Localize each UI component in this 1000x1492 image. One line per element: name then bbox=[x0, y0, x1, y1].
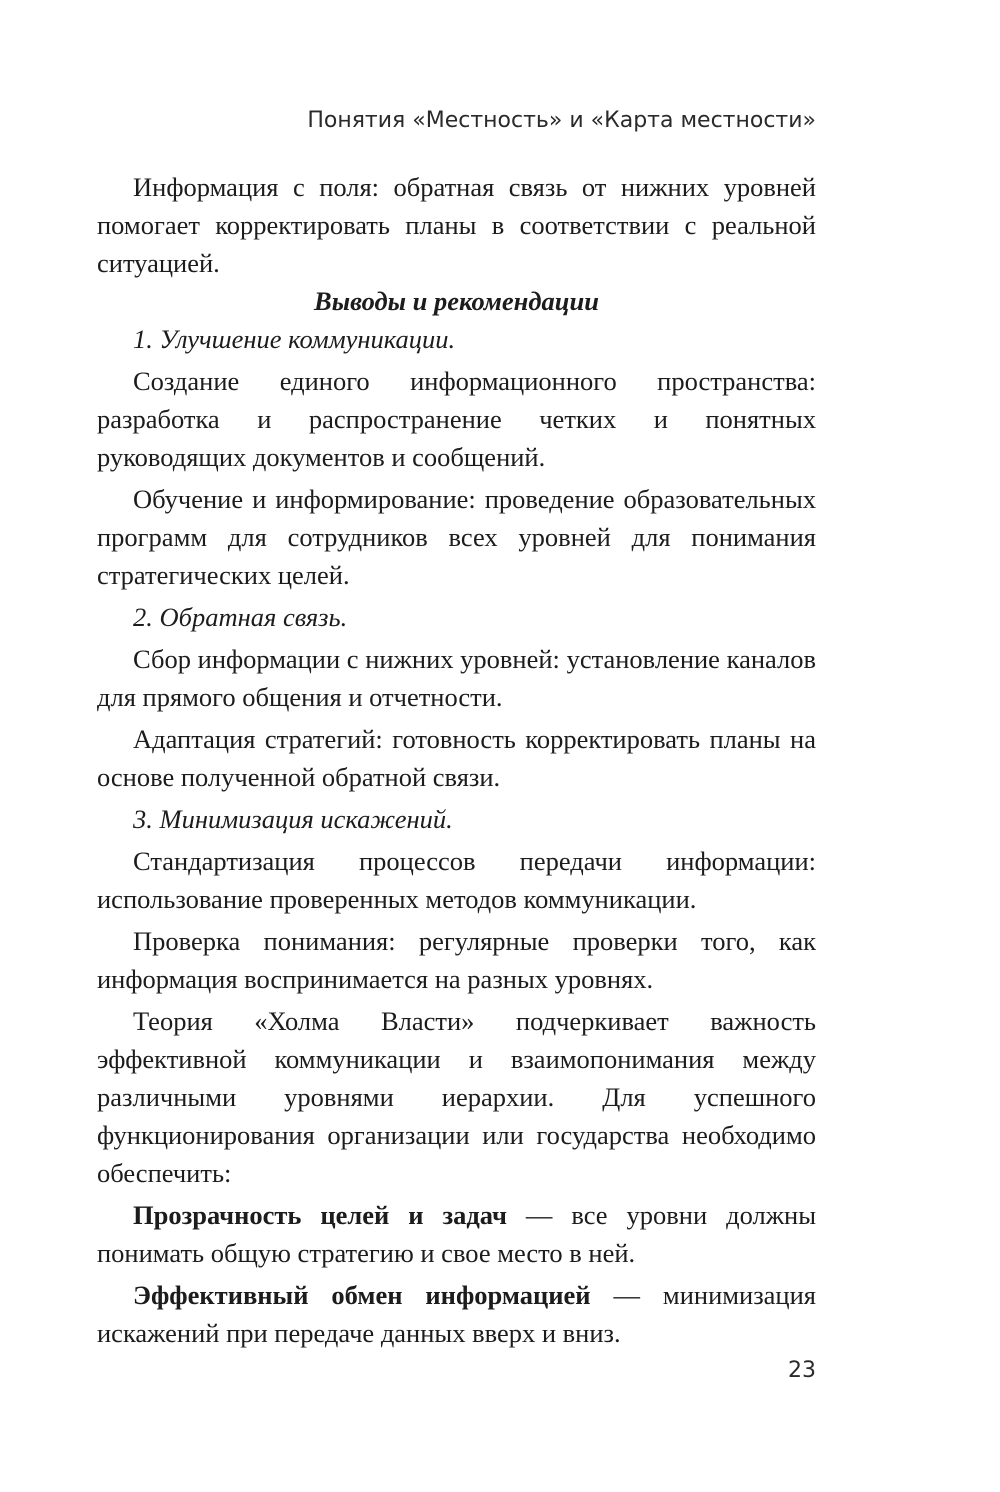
paragraph-transparency bbox=[97, 1196, 816, 1272]
term-exchange: Эффективный обмен информацией bbox=[133, 1280, 591, 1310]
list-item-heading-3: 3. Минимизация искажений. bbox=[133, 804, 453, 834]
section-title: Выводы и рекомендации bbox=[314, 286, 599, 316]
paragraph-adaptation: Адаптация стратегий: готовность корректировать планы на основе полученной обратной связи. bbox=[97, 724, 816, 792]
page-body bbox=[97, 168, 816, 1352]
list-item-heading-1: 1. Улучшение коммуникации. bbox=[133, 324, 456, 354]
running-head: Понятия «Местность» и «Карта местности» bbox=[307, 108, 816, 133]
paragraph-training: Обучение и информирование: проведение образовательных программ для сотрудников всех уровней для понимания стратегических целей. bbox=[97, 484, 816, 590]
term-transparency: Прозрачность целей и задач bbox=[133, 1200, 507, 1230]
paragraph-verification: Проверка понимания: регулярные проверки того, как информация воспринимается на разных уровнях. bbox=[97, 926, 816, 994]
paragraph-collection: Сбор информации с нижних уровней: установление каналов для прямого общения и отчетности. bbox=[97, 644, 816, 712]
page-number: 23 bbox=[788, 1358, 816, 1383]
paragraph-exchange bbox=[97, 1276, 816, 1352]
paragraph-standardization: Стандартизация процессов передачи информации: использование проверенных методов коммуникации. bbox=[97, 846, 816, 914]
paragraph-unified-space: Создание единого информационного пространства: разработка и распространение четких и понятных руководящих документов и сообщений. bbox=[97, 366, 816, 472]
paragraph-field-info: Информация с поля: обратная связь от нижних уровней помогает корректировать планы в соответствии с реальной ситуацией. bbox=[97, 172, 816, 278]
definition-exchange: — минимизация искажений при передаче данных вверх и вниз. bbox=[97, 1280, 816, 1348]
definition-transparency: — все уровни должны понимать общую стратегию и свое место в ней. bbox=[97, 1200, 816, 1268]
paragraph-theory: Теория «Холма Власти» подчеркивает важность эффективной коммуникации и взаимопонимания между различными уровнями иерархии. Для успешного функционирования организации или государства необходимо обеспечить: bbox=[97, 1006, 816, 1188]
list-item-heading-2: 2. Обратная связь. bbox=[133, 602, 348, 632]
